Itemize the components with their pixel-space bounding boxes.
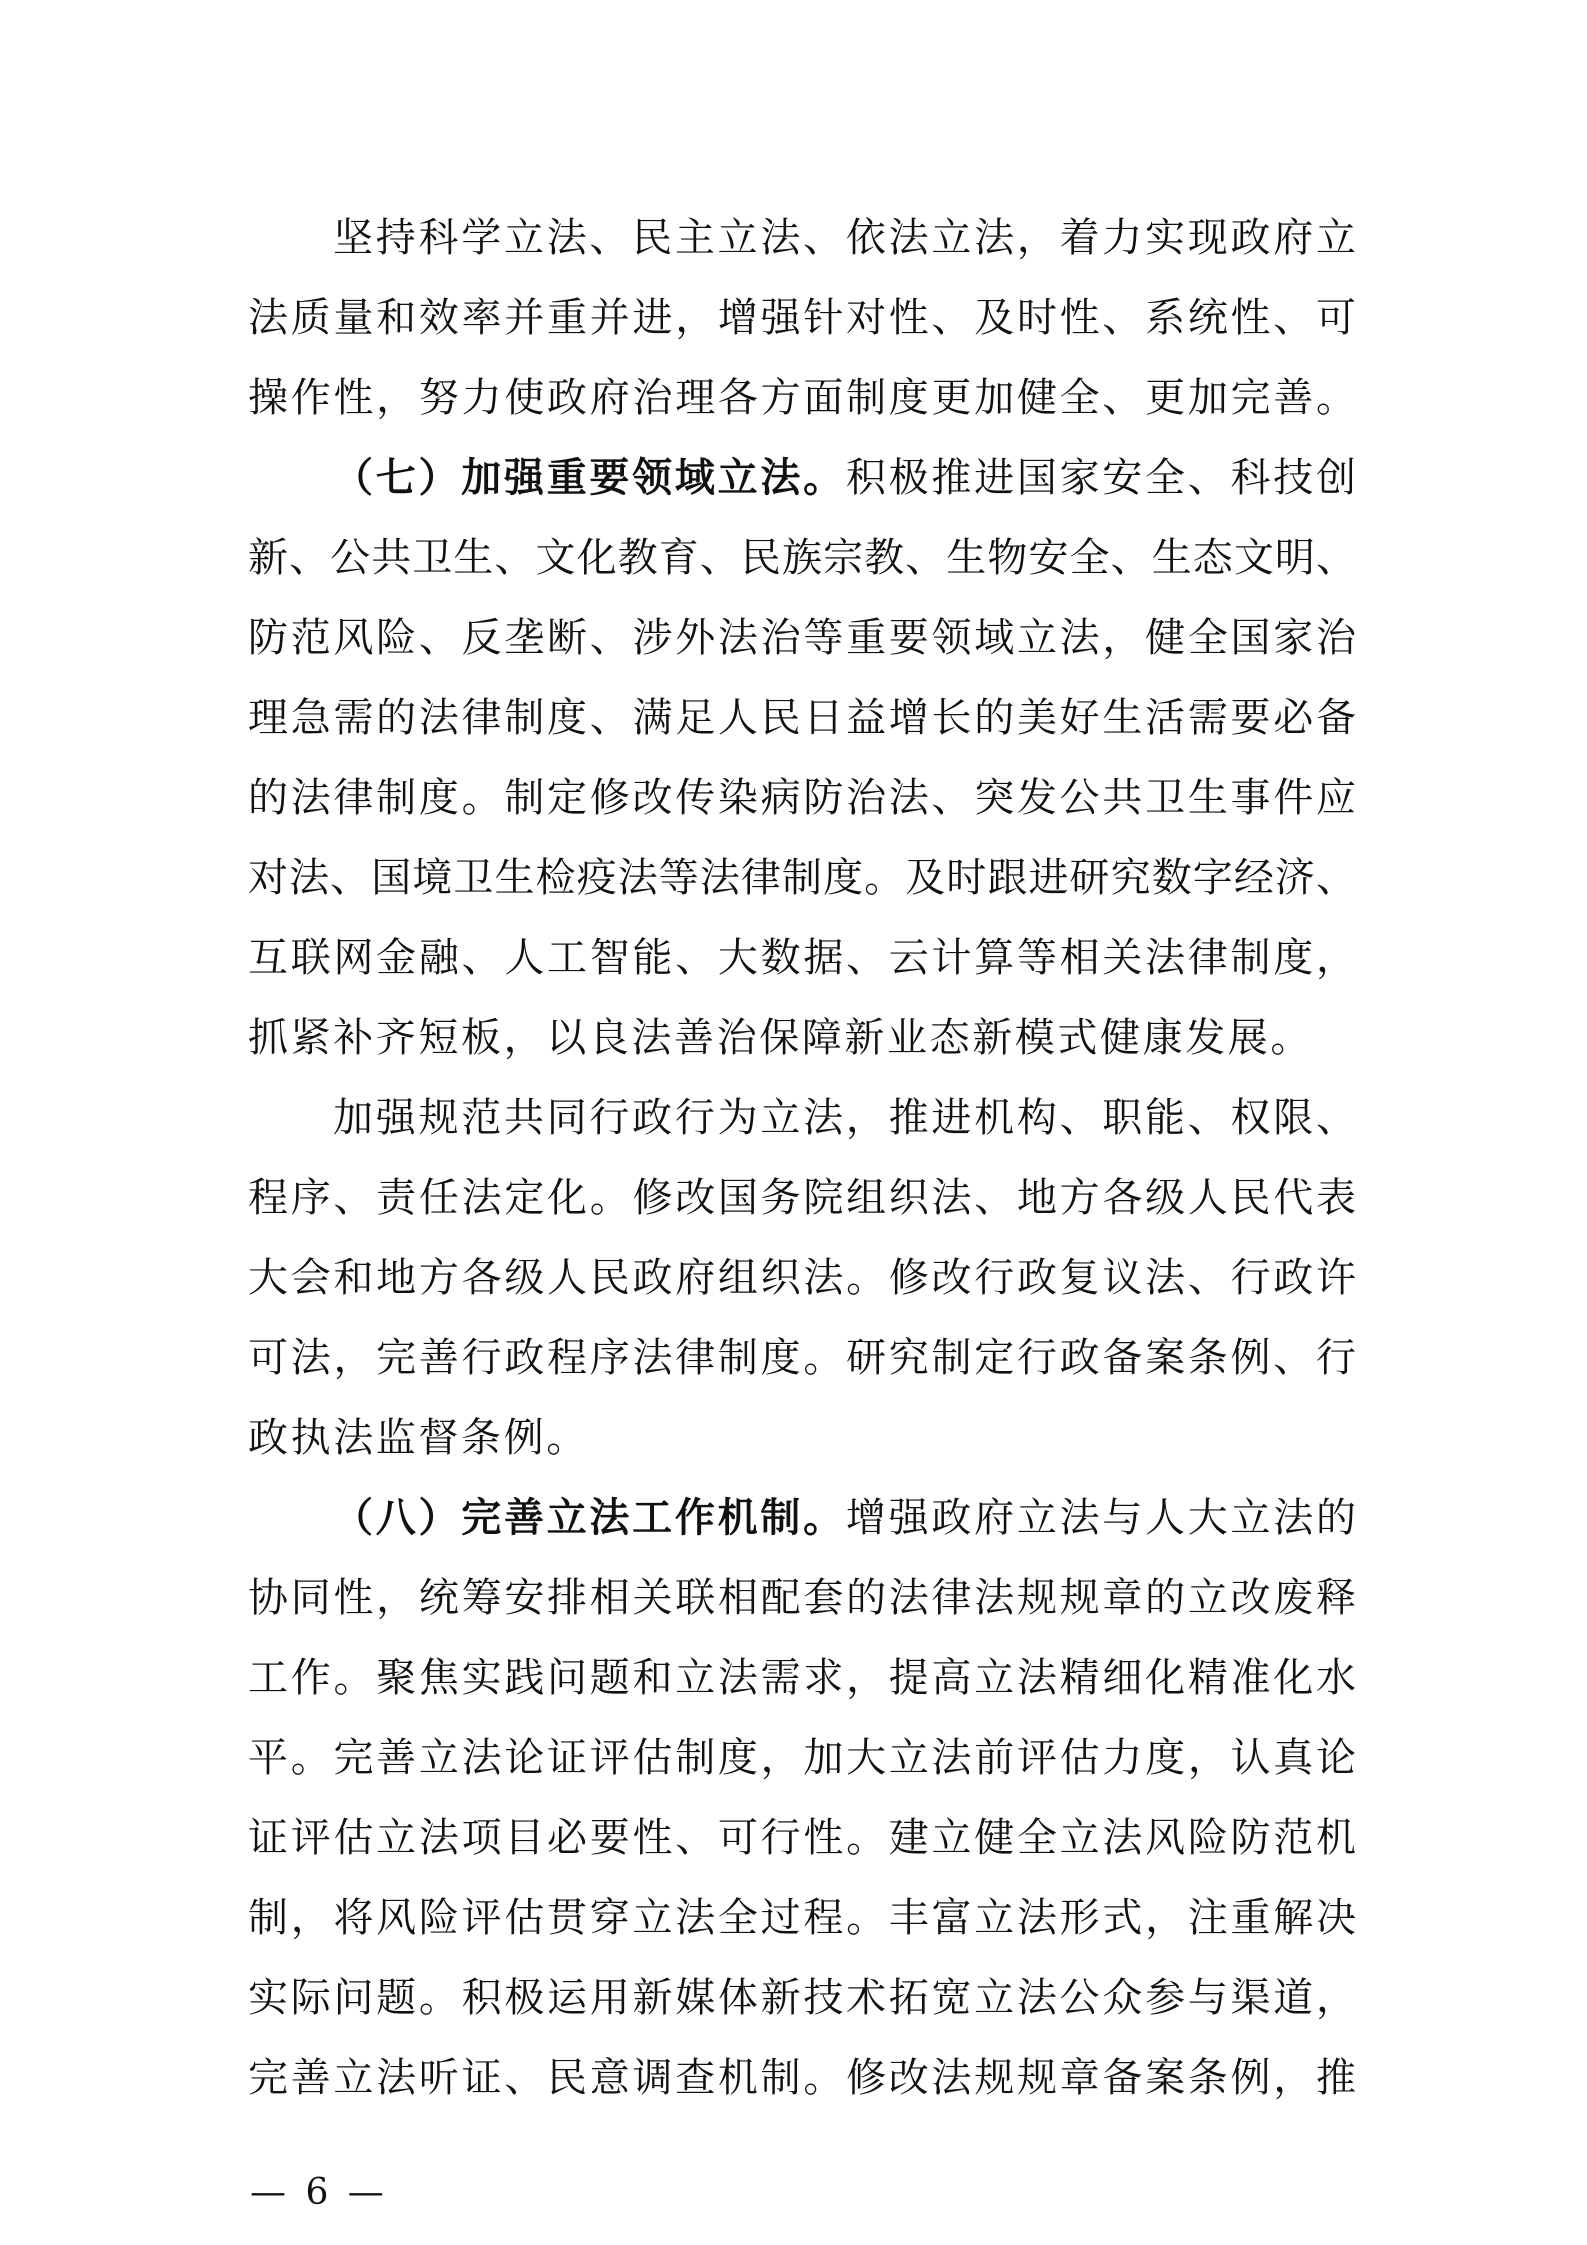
document-body — [248, 198, 1356, 2118]
paragraph-line: 实际问题。积极运用新媒体新技术拓宽立法公众参与渠道， — [248, 1975, 1356, 2021]
paragraph-line — [248, 1478, 1356, 1558]
section-heading-8: （八）完善立法工作机制。 — [333, 1494, 846, 1541]
paragraph-line: 制，将风险评估贯穿立法全过程。丰富立法形式，注重解决 — [248, 1895, 1356, 1941]
paragraph-line: 政执法监督条例。 — [248, 1415, 589, 1461]
paragraph-line: 平。完善立法论证评估制度，加大立法前评估力度，认真论 — [248, 1735, 1356, 1781]
paragraph-line: 对法、国境卫生检疫法等法律制度。及时跟进研究数字经济、 — [248, 855, 1356, 901]
paragraph-line: 法质量和效率并重并进，增强针对性、及时性、系统性、可 — [248, 295, 1356, 341]
paragraph-line: 大会和地方各级人民政府组织法。修改行政复议法、行政许 — [248, 1255, 1356, 1301]
paragraph-line: 新、公共卫生、文化教育、民族宗教、生物安全、生态文明、 — [248, 535, 1356, 581]
paragraph-line: 工作。聚焦实践问题和立法需求，提高立法精细化精准化水 — [248, 1655, 1356, 1701]
paragraph-line: 防范风险、反垄断、涉外法治等重要领域立法，健全国家治 — [248, 615, 1356, 661]
paragraph-text: 增强政府立法与人大立法的 — [845, 1495, 1357, 1541]
paragraph-line: 操作性，努力使政府治理各方面制度更加健全、更加完善。 — [248, 375, 1356, 421]
paragraph-line: 完善立法听证、民意调查机制。修改法规规章备案条例，推 — [248, 2055, 1356, 2101]
paragraph-line: 程序、责任法定化。修改国务院组织法、地方各级人民代表 — [248, 1175, 1356, 1221]
paragraph-line: 协同性，统筹安排相关联相配套的法律法规规章的立改废释 — [248, 1575, 1356, 1621]
paragraph-line — [248, 438, 1356, 518]
paragraph-line: 可法，完善行政程序法律制度。研究制定行政备案条例、行 — [248, 1335, 1356, 1381]
paragraph-line: 理急需的法律制度、满足人民日益增长的美好生活需要必备 — [248, 695, 1356, 741]
paragraph-line: 证评估立法项目必要性、可行性。建立健全立法风险防范机 — [248, 1815, 1356, 1861]
paragraph-line: 加强规范共同行政行为立法，推进机构、职能、权限、 — [333, 1095, 1356, 1141]
section-heading-7: （七）加强重要领域立法。 — [333, 454, 846, 501]
paragraph-text: 积极推进国家安全、科技创 — [845, 455, 1357, 501]
page-number: — 6 — — [250, 2172, 388, 2213]
paragraph-line: 的法律制度。制定修改传染病防治法、突发公共卫生事件应 — [248, 775, 1356, 821]
paragraph-line: 互联网金融、人工智能、大数据、云计算等相关法律制度， — [248, 935, 1356, 981]
paragraph-line: 坚持科学立法、民主立法、依法立法，着力实现政府立 — [333, 215, 1356, 261]
paragraph-line: 抓紧补齐短板，以良法善治保障新业态新模式健康发展。 — [248, 1015, 1313, 1061]
